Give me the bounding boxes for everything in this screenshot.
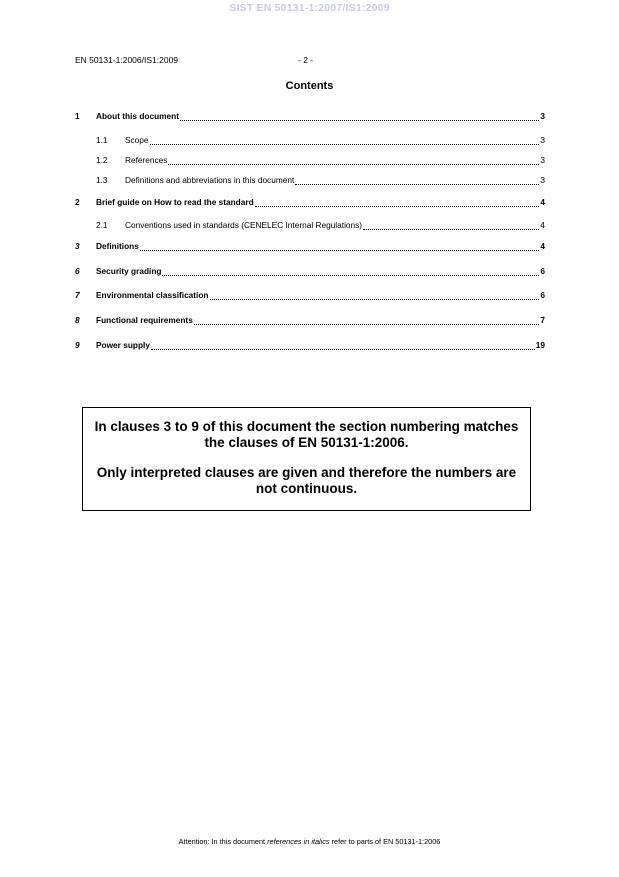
toc-title: Security grading — [96, 266, 162, 276]
toc-number: 1 — [75, 111, 80, 121]
toc-title: Environmental classification — [96, 290, 209, 300]
toc-entry-1-1[interactable] — [75, 134, 545, 146]
toc-entry-8[interactable] — [75, 314, 545, 326]
toc-leader — [150, 136, 540, 145]
toc-title: References — [125, 155, 168, 165]
toc-page: 3 — [540, 135, 545, 145]
toc-title: Definitions and abbreviations in this document — [125, 175, 295, 185]
toc-title: Conventions used in standards (CENELEC Internal Regulations) — [125, 220, 363, 230]
toc-page: 3 — [540, 111, 545, 121]
contents-heading: Contents — [285, 80, 334, 92]
toc-entry-9[interactable] — [75, 339, 545, 351]
page-number: - 2 - — [298, 55, 314, 65]
toc-number: 8 — [75, 315, 80, 325]
toc-page: 3 — [540, 155, 545, 165]
toc-title: Power supply — [96, 340, 150, 350]
footer-attention-note — [0, 837, 619, 846]
toc-page: 19 — [535, 340, 545, 350]
toc-number: 3 — [75, 241, 80, 251]
toc-leader — [210, 291, 540, 300]
toc-leader — [255, 198, 540, 207]
toc-entry-7[interactable] — [75, 289, 545, 301]
toc-entry-1[interactable] — [75, 110, 545, 122]
toc-page: 4 — [540, 220, 545, 230]
toc-title: Functional requirements — [96, 315, 193, 325]
toc-number: 1.3 — [96, 175, 108, 185]
toc-entry-1-3[interactable] — [75, 174, 545, 186]
toc-title: Brief guide on How to read the standard — [96, 197, 254, 207]
toc-title: About this document — [96, 111, 179, 121]
toc-leader — [151, 341, 535, 350]
toc-title: Scope — [125, 135, 149, 145]
toc-title: Definitions — [96, 241, 139, 251]
toc-leader — [162, 267, 539, 276]
toc-page: 3 — [540, 175, 545, 185]
note-paragraph-clauses: Only interpreted clauses are given and therefore the numbers are not continuous. — [96, 465, 517, 496]
toc-number: 6 — [75, 266, 80, 276]
toc-entry-2-1[interactable] — [75, 219, 545, 231]
toc-number: 7 — [75, 290, 80, 300]
footer-italic-text: references in italics — [267, 837, 330, 846]
footer-suffix: refer to parts of EN 50131-1:2006 — [329, 837, 441, 846]
toc-number: 1.2 — [96, 155, 108, 165]
toc-entry-3[interactable] — [75, 240, 545, 252]
toc-leader — [168, 156, 539, 165]
toc-page: 7 — [540, 315, 545, 325]
toc-number: 2 — [75, 197, 80, 207]
toc-number: 2.1 — [96, 220, 108, 230]
toc-number: 1.1 — [96, 135, 108, 145]
toc-page: 4 — [540, 241, 545, 251]
toc-page: 6 — [540, 290, 545, 300]
toc-number: 9 — [75, 340, 80, 350]
toc-leader — [180, 112, 539, 121]
toc-leader — [295, 176, 539, 185]
toc-entry-2[interactable] — [75, 196, 545, 208]
note-box — [82, 407, 531, 511]
footer-prefix: Attention: In this document — [178, 837, 268, 846]
document-id: EN 50131-1:2006/IS1:2009 — [75, 55, 179, 65]
toc-leader — [363, 221, 539, 230]
note-paragraph-numbering: In clauses 3 to 9 of this document the section numbering matches the clauses of EN 50131-1:2006. — [94, 419, 519, 450]
toc-entry-6[interactable] — [75, 265, 545, 277]
toc-entry-1-2[interactable] — [75, 154, 545, 166]
toc-leader — [140, 242, 540, 251]
toc-page: 4 — [540, 197, 545, 207]
watermark: SIST EN 50131-1:2007/IS1:2009 — [229, 2, 390, 14]
toc-page: 6 — [540, 266, 545, 276]
toc-leader — [194, 316, 540, 325]
